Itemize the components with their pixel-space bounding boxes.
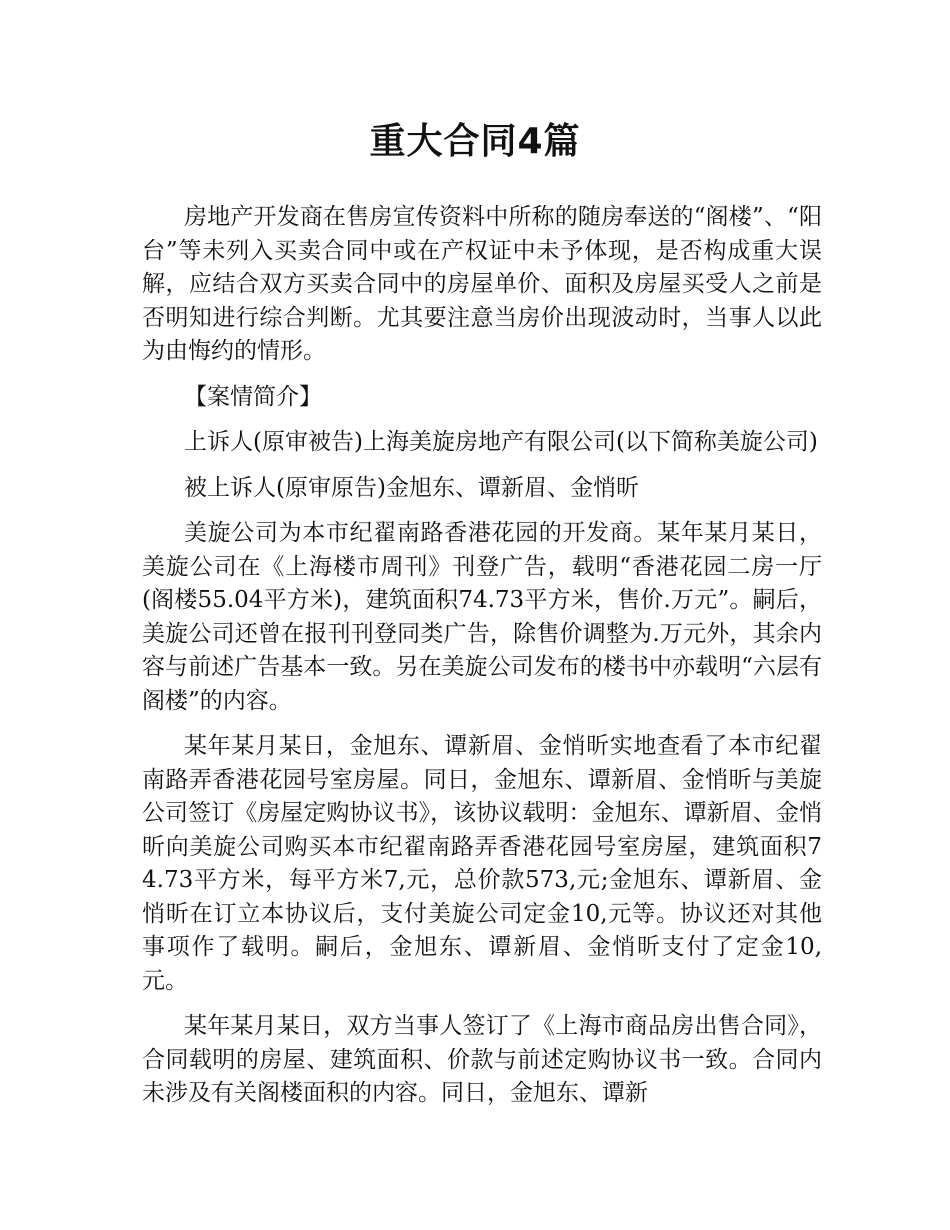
paragraph-sale-contract: 某年某月某日，双方当事人签订了《上海市商品房出售合同》，合同载明的房屋、建筑面积、价款与前述定购协议书一致。合同内未涉及有关阁楼面积的内容。同日，金旭东、谭新	[142, 1013, 822, 1106]
paragraph-intro: 房地产开发商在售房宣传资料中所称的随房奉送的“阁楼”、“阳台”等未列入买卖合同中或在产权证中未予体现，是否构成重大误解，应结合双方买卖合同中的房屋单价、面积及房屋买受人之前是否明知进行综合判断。尤其要注意当房价出现波动时，当事人以此为由悔约的情形。	[142, 204, 822, 364]
paragraph-appellee: 被上诉人(原审原告)金旭东、谭新眉、金悄昕	[184, 474, 639, 501]
document-title: 重大合同4篇	[369, 121, 581, 162]
paragraph-purchase-agreement: 某年某月某日，金旭东、谭新眉、金悄昕实地查看了本市纪翟南路弄香港花园号室房屋。同日，金旭东、谭新眉、金悄昕与美旋公司签订《房屋定购协议书》，该协议载明：金旭东、谭新眉、金悄昕向美旋公司购买本市纪翟南路弄香港花园号室房屋，建筑面积74.73平方米，每平方米7,元，总价款573,元;金旭东、谭新眉、金悄昕在订立本协议后，支付美旋公司定金10,元等。协议还对其他事项作了载明。嗣后，金旭东、谭新眉、金悄昕支付了定金10,元。	[142, 733, 822, 994]
paragraph-appellant: 上诉人(原审被告)上海美旋房地产有限公司(以下简称美旋公司)	[184, 429, 818, 455]
section-heading-case-summary: 【案情简介】	[184, 383, 322, 410]
paragraph-advertisement: 美旋公司为本市纪翟南路香港花园的开发商。某年某月某日，美旋公司在《上海楼市周刊》刊登广告，载明“香港花园二房一厅(阁楼55.04平方米)，建筑面积74.73平方米，售价.万元”。嗣后，美旋公司还曾在报刊刊登同类广告，除售价调整为.万元外，其余内容与前述广告基本一致。另在美旋公司发布的楼书中亦载明“六层有阁楼”的内容。	[142, 520, 822, 714]
document-body	[142, 201, 822, 1123]
